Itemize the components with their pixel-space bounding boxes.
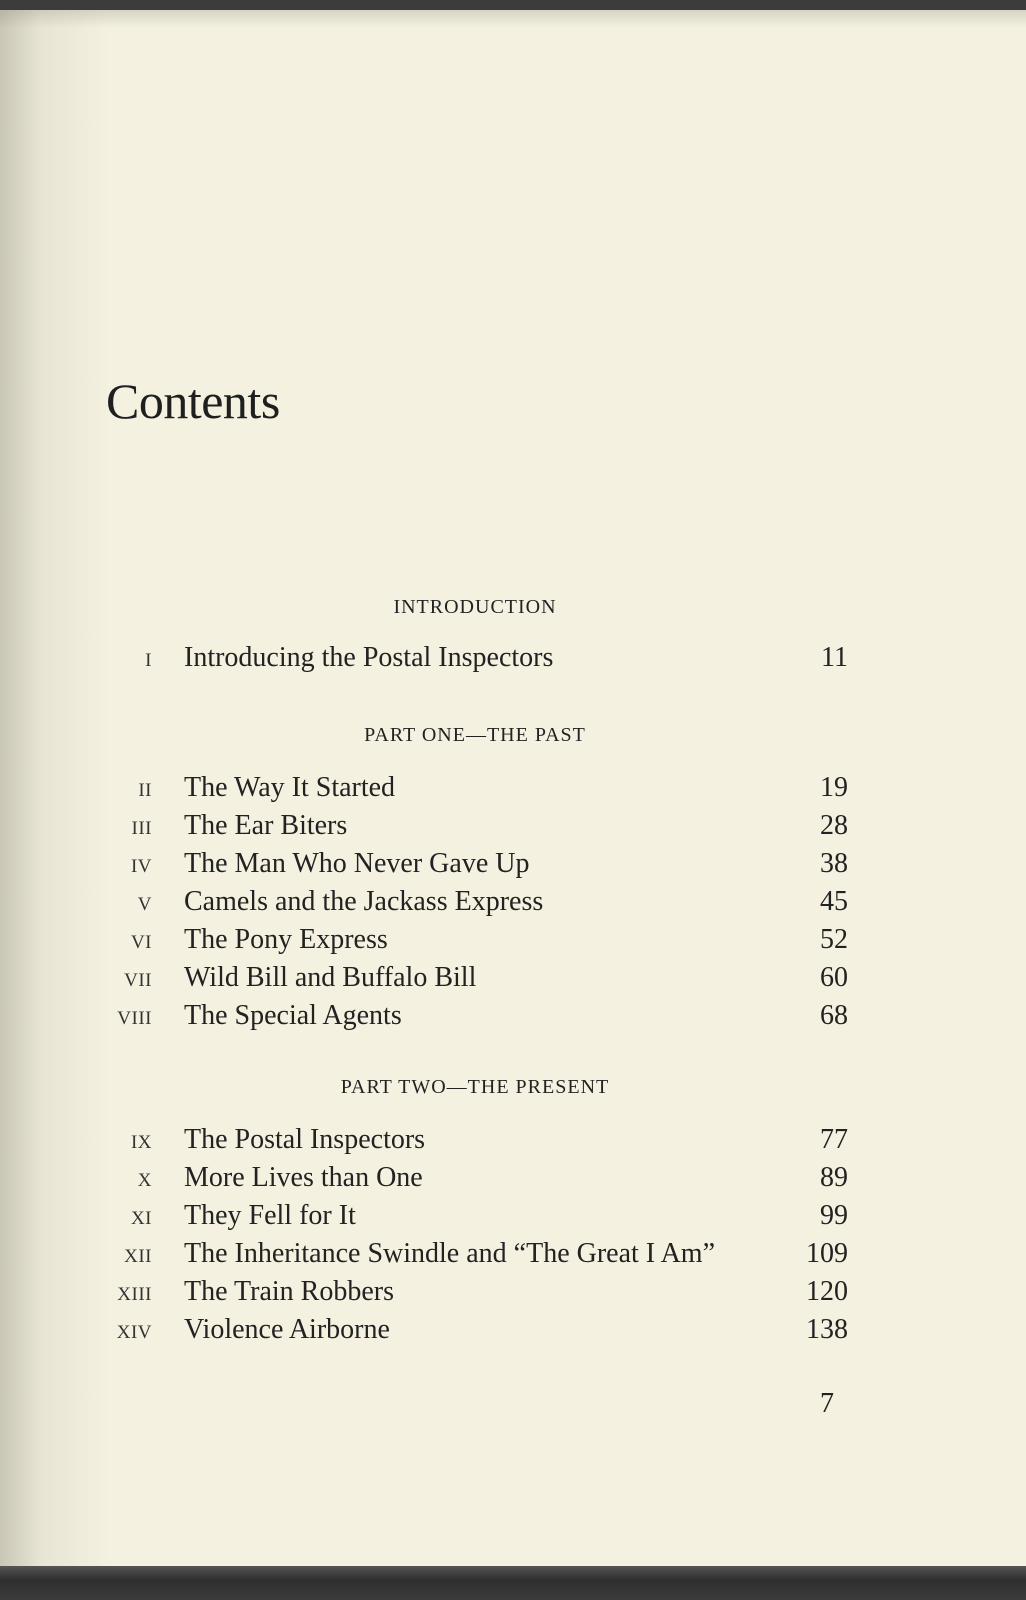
chapter-number: IV xyxy=(130,856,152,877)
section-heading-introduction: INTRODUCTION xyxy=(393,596,557,618)
page-number: 7 xyxy=(820,1388,834,1419)
toc-entry xyxy=(100,1000,848,1036)
chapter-page: 68 xyxy=(820,1000,848,1031)
toc-entry xyxy=(100,962,848,998)
section-heading-part-one: PART ONE—THE PAST xyxy=(364,724,586,746)
chapter-page: 45 xyxy=(820,886,848,917)
toc-entry xyxy=(100,642,848,678)
chapter-title: The Train Robbers xyxy=(184,1276,394,1307)
chapter-number: XI xyxy=(130,1208,152,1229)
chapter-title: Wild Bill and Buffalo Bill xyxy=(184,962,477,993)
chapter-number: III xyxy=(131,818,152,839)
chapter-title: The Man Who Never Gave Up xyxy=(184,848,530,879)
chapter-number: VI xyxy=(130,932,152,953)
toc-entry xyxy=(100,1238,848,1274)
chapter-page: 38 xyxy=(820,848,848,879)
chapter-number: I xyxy=(145,650,152,671)
chapter-page: 52 xyxy=(820,924,848,955)
toc-entry xyxy=(100,772,848,808)
chapter-page: 11 xyxy=(821,642,848,673)
book-edge xyxy=(0,1566,1026,1600)
chapter-title: They Fell for It xyxy=(184,1200,356,1231)
chapter-number: VII xyxy=(124,970,152,991)
book-page xyxy=(0,10,1026,1566)
chapter-page: 109 xyxy=(806,1238,848,1269)
toc-entry xyxy=(100,1124,848,1160)
chapter-title: The Inheritance Swindle and “The Great I Am” xyxy=(184,1238,716,1269)
chapter-number: X xyxy=(137,1170,152,1191)
chapter-title: The Postal Inspectors xyxy=(184,1124,426,1155)
chapter-title: The Way It Started xyxy=(184,772,396,803)
chapter-number: IX xyxy=(130,1132,152,1153)
chapter-title: The Special Agents xyxy=(184,1000,402,1031)
chapter-page: 60 xyxy=(820,962,848,993)
chapter-page: 138 xyxy=(806,1314,848,1345)
chapter-title: The Pony Express xyxy=(184,924,388,955)
toc-entry xyxy=(100,1276,848,1312)
chapter-page: 19 xyxy=(820,772,848,803)
chapter-title: More Lives than One xyxy=(184,1162,423,1193)
chapter-number: V xyxy=(137,894,152,915)
chapter-page: 99 xyxy=(820,1200,848,1231)
toc-entry xyxy=(100,924,848,960)
section-heading-part-two: PART TWO—THE PRESENT xyxy=(340,1076,610,1098)
toc-entry xyxy=(100,886,848,922)
chapter-number: XII xyxy=(124,1246,152,1267)
chapter-page: 77 xyxy=(820,1124,848,1155)
chapter-number: VIII xyxy=(117,1008,152,1029)
toc-entry xyxy=(100,1314,848,1350)
toc-entry xyxy=(100,1162,848,1198)
chapter-title: The Ear Biters xyxy=(184,810,348,841)
chapter-title: Introducing the Postal Inspectors xyxy=(184,642,554,673)
chapter-title: Camels and the Jackass Express xyxy=(184,886,544,917)
chapter-page: 120 xyxy=(806,1276,848,1307)
chapter-title: Violence Airborne xyxy=(184,1314,390,1345)
chapter-page: 28 xyxy=(820,810,848,841)
chapter-number: XIII xyxy=(117,1284,152,1305)
chapter-page: 89 xyxy=(820,1162,848,1193)
toc-entry xyxy=(100,810,848,846)
chapter-number: II xyxy=(138,780,152,801)
page-title: Contents xyxy=(106,373,280,429)
chapter-number: XIV xyxy=(116,1322,152,1343)
toc-entry xyxy=(100,848,848,884)
toc-entry xyxy=(100,1200,848,1236)
